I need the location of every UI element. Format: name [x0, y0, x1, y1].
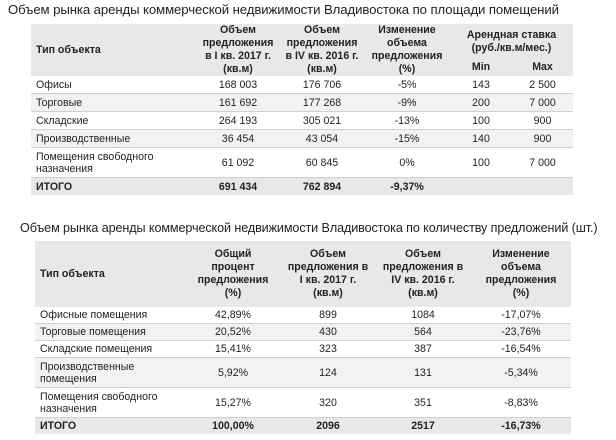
cell-max — [512, 178, 573, 196]
cell-share: 100,00% — [185, 418, 281, 435]
cell-change: -9% — [364, 94, 450, 112]
cell-type: Офисные помещения — [35, 307, 185, 324]
cell-q1: 168 003 — [196, 76, 280, 94]
cell-q4: 564 — [375, 324, 471, 341]
table-row — [35, 358, 571, 388]
cell-q4: 2517 — [375, 418, 471, 435]
header-max: Max — [512, 59, 573, 76]
cell-q1: 323 — [281, 341, 375, 358]
cell-max: 2 500 — [512, 76, 573, 94]
cell-change: -13% — [364, 112, 450, 130]
cell-q1: 264 193 — [196, 112, 280, 130]
cell-type: Складские — [31, 112, 196, 130]
cell-type: Производственные — [31, 130, 196, 148]
cell-q4: 351 — [375, 388, 471, 418]
table2-title: Объем рынка аренды коммерческой недвижимости Владивостока по количеству предложений (шт.) — [20, 221, 598, 235]
area-table — [31, 24, 573, 195]
cell-q4: 176 706 — [280, 76, 364, 94]
cell-share: 42,89% — [185, 307, 281, 324]
cell-q4: 762 894 — [280, 178, 364, 196]
cell-max: 900 — [512, 130, 573, 148]
cell-q4: 387 — [375, 341, 471, 358]
table-row — [35, 324, 571, 341]
table-row — [31, 148, 573, 178]
cell-min: 140 — [450, 130, 512, 148]
cell-change: -8,83% — [471, 388, 571, 418]
header-type: Тип объекта — [35, 241, 185, 307]
cell-min — [450, 178, 512, 196]
cell-share: 15,41% — [185, 341, 281, 358]
cell-min: 100 — [450, 112, 512, 130]
table-total-row — [35, 418, 571, 435]
table-row — [35, 341, 571, 358]
cell-q4: 60 845 — [280, 148, 364, 178]
header-change: Изменение объема предложения (%) — [364, 24, 450, 76]
table-row — [31, 130, 573, 148]
cell-q1: 430 — [281, 324, 375, 341]
cell-type: Торговые — [31, 94, 196, 112]
cell-type: ИТОГО — [35, 418, 185, 435]
header-change: Изменение объема предложения (%) — [471, 241, 571, 307]
header-q4-2016: Объем предложения в IV кв. 2016 г. (кв.м) — [280, 24, 364, 76]
table-row — [35, 388, 571, 418]
cell-type: Торговые помещения — [35, 324, 185, 341]
table1-title: Объем рынка аренды коммерческой недвижимости Владивостока по площади помещений — [8, 2, 559, 17]
cell-change: -9,37% — [364, 178, 450, 196]
cell-change: -17,07% — [471, 307, 571, 324]
cell-change: -16,73% — [471, 418, 571, 435]
cell-q4: 177 268 — [280, 94, 364, 112]
count-table — [35, 241, 571, 434]
cell-change: -5,34% — [471, 358, 571, 388]
header-q1-2017: Объем предложения в I кв. 2017 г. (кв.м) — [281, 241, 375, 307]
cell-q1: 61 092 — [196, 148, 280, 178]
cell-max: 7 000 — [512, 94, 573, 112]
table-row — [31, 112, 573, 130]
cell-share: 5,92% — [185, 358, 281, 388]
table-row — [35, 307, 571, 324]
header-q4-2016: Объем предложения в IV кв. 2016 г. (кв.м) — [375, 241, 471, 307]
cell-change: 0% — [364, 148, 450, 178]
header-share: Общий процент предложения (%) — [185, 241, 281, 307]
cell-q1: 320 — [281, 388, 375, 418]
header-rate: Арендная ставка (руб./кв.м/мес.) — [450, 24, 573, 59]
cell-q4: 1084 — [375, 307, 471, 324]
cell-change: -15% — [364, 130, 450, 148]
cell-share: 15,27% — [185, 388, 281, 418]
cell-q1: 124 — [281, 358, 375, 388]
cell-change: -23,76% — [471, 324, 571, 341]
cell-q1: 161 692 — [196, 94, 280, 112]
table-total-row — [31, 178, 573, 196]
cell-q1: 899 — [281, 307, 375, 324]
header-min: Min — [450, 59, 512, 76]
cell-q1: 2096 — [281, 418, 375, 435]
cell-type: Складские помещения — [35, 341, 185, 358]
cell-min: 100 — [450, 148, 512, 178]
cell-type: Производственные помещения — [35, 358, 185, 388]
cell-type: Офисы — [31, 76, 196, 94]
table-row — [31, 76, 573, 94]
cell-type: Помещения свободного назначения — [35, 388, 185, 418]
table-row — [31, 94, 573, 112]
cell-max: 7 000 — [512, 148, 573, 178]
cell-type: Помещения свободного назначения — [31, 148, 196, 178]
cell-q4: 305 021 — [280, 112, 364, 130]
cell-share: 20,52% — [185, 324, 281, 341]
cell-q1: 691 434 — [196, 178, 280, 196]
cell-q1: 36 454 — [196, 130, 280, 148]
header-q1-2017: Объем предложения в I кв. 2017 г. (кв.м) — [196, 24, 280, 76]
cell-type: ИТОГО — [31, 178, 196, 196]
cell-q4: 131 — [375, 358, 471, 388]
cell-min: 143 — [450, 76, 512, 94]
cell-min: 200 — [450, 94, 512, 112]
header-type: Тип объекта — [31, 24, 196, 76]
cell-change: -5% — [364, 76, 450, 94]
cell-change: -16,54% — [471, 341, 571, 358]
cell-q4: 43 054 — [280, 130, 364, 148]
cell-max: 900 — [512, 112, 573, 130]
